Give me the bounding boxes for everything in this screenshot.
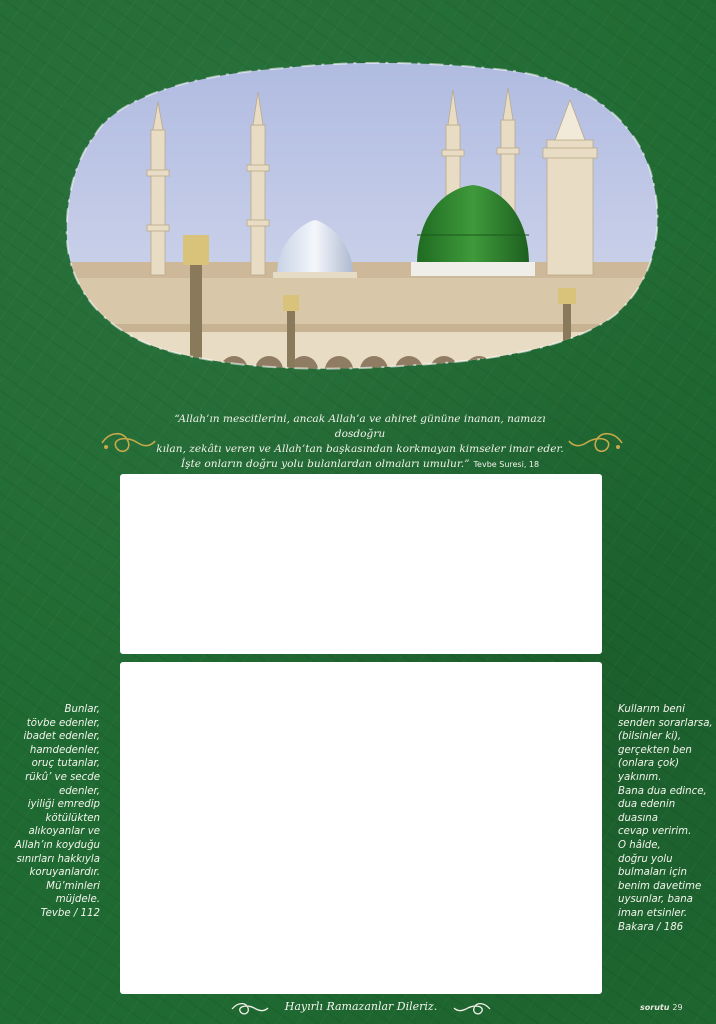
right-line: cevap veririm. xyxy=(618,826,692,838)
left-line: kötülükten xyxy=(45,812,100,824)
right-line: yakınım. xyxy=(618,771,662,783)
footer-left-ornament-icon xyxy=(230,1000,270,1018)
left-line: hamdedenler, xyxy=(29,744,100,756)
quote-reference: Tevbe Suresi, 18 xyxy=(473,460,540,469)
left-line: müjdele. xyxy=(55,894,100,906)
right-line: Kullarım beni xyxy=(618,704,685,715)
left-line: iyiliği emredip xyxy=(27,799,100,811)
right-line: uysunlar, bana xyxy=(618,894,693,906)
page-number-value: 29 xyxy=(672,1003,683,1012)
right-verse-text xyxy=(618,703,713,934)
right-line: bulmaları için xyxy=(618,867,687,879)
magazine-logo: sorutu xyxy=(640,1003,670,1012)
right-line: senden sorarlarsa, xyxy=(618,717,713,729)
right-line: doğru yolu xyxy=(618,853,673,865)
right-line: iman etsinler. xyxy=(618,907,688,919)
right-line: dua edenin xyxy=(618,799,676,811)
footer-right-ornament-icon xyxy=(452,1000,492,1018)
verse-quote xyxy=(150,412,570,472)
right-line: O hâlde, xyxy=(618,839,661,851)
left-verse-text xyxy=(15,703,100,921)
left-line: tövbe edenler, xyxy=(26,717,100,729)
right-line: duasına xyxy=(618,812,659,824)
right-line: (onlara çok) xyxy=(618,758,680,770)
left-line: sınırları hakkıyla xyxy=(16,853,100,865)
quote-line-3 xyxy=(150,457,570,472)
quote-line-1: “Allah’ın mescitlerini, ancak Allah’a ve ahiret gününe inanan, namazı dosdoğru xyxy=(174,413,546,440)
right-reference: Bakara / 186 xyxy=(618,921,684,933)
page-number xyxy=(640,1003,683,1012)
mosque-photo xyxy=(55,40,665,395)
right-line: benim davetime xyxy=(618,880,702,892)
greeting-text: Hayırlı Ramazanlar Dileriz. xyxy=(284,1000,438,1013)
left-line: edenler, xyxy=(58,785,100,797)
left-line: rükû’ ve secde xyxy=(25,771,100,783)
footer-greeting xyxy=(230,998,492,1020)
left-reference: Tevbe / 112 xyxy=(40,907,100,919)
left-line: oruç tutanlar, xyxy=(31,758,100,770)
blank-panel-top xyxy=(120,474,602,654)
right-ornament-icon xyxy=(566,423,626,457)
left-line: Allah’ın koyduğu xyxy=(14,839,100,851)
left-line: alıkoyanlar ve xyxy=(28,826,100,838)
quote-line-2: kılan, zekâtı veren ve Allah’tan başkasından korkmayan kimseler imar eder. xyxy=(156,443,564,455)
blank-panel-bottom xyxy=(120,662,602,994)
right-line: gerçekten ben xyxy=(618,744,692,756)
left-line: Mü’minleri xyxy=(46,880,100,892)
left-line: Bunlar, xyxy=(64,704,100,715)
right-line: (bilsinler ki), xyxy=(618,731,682,743)
right-line: Bana dua edince, xyxy=(618,785,707,797)
left-line: ibadet edenler, xyxy=(23,731,100,743)
left-line: koruyanlardır. xyxy=(29,867,100,879)
quote-line-3-text: İşte onların doğru yolu bulanlardan olmaları umulur.” xyxy=(180,458,470,470)
left-ornament-icon xyxy=(98,423,158,457)
